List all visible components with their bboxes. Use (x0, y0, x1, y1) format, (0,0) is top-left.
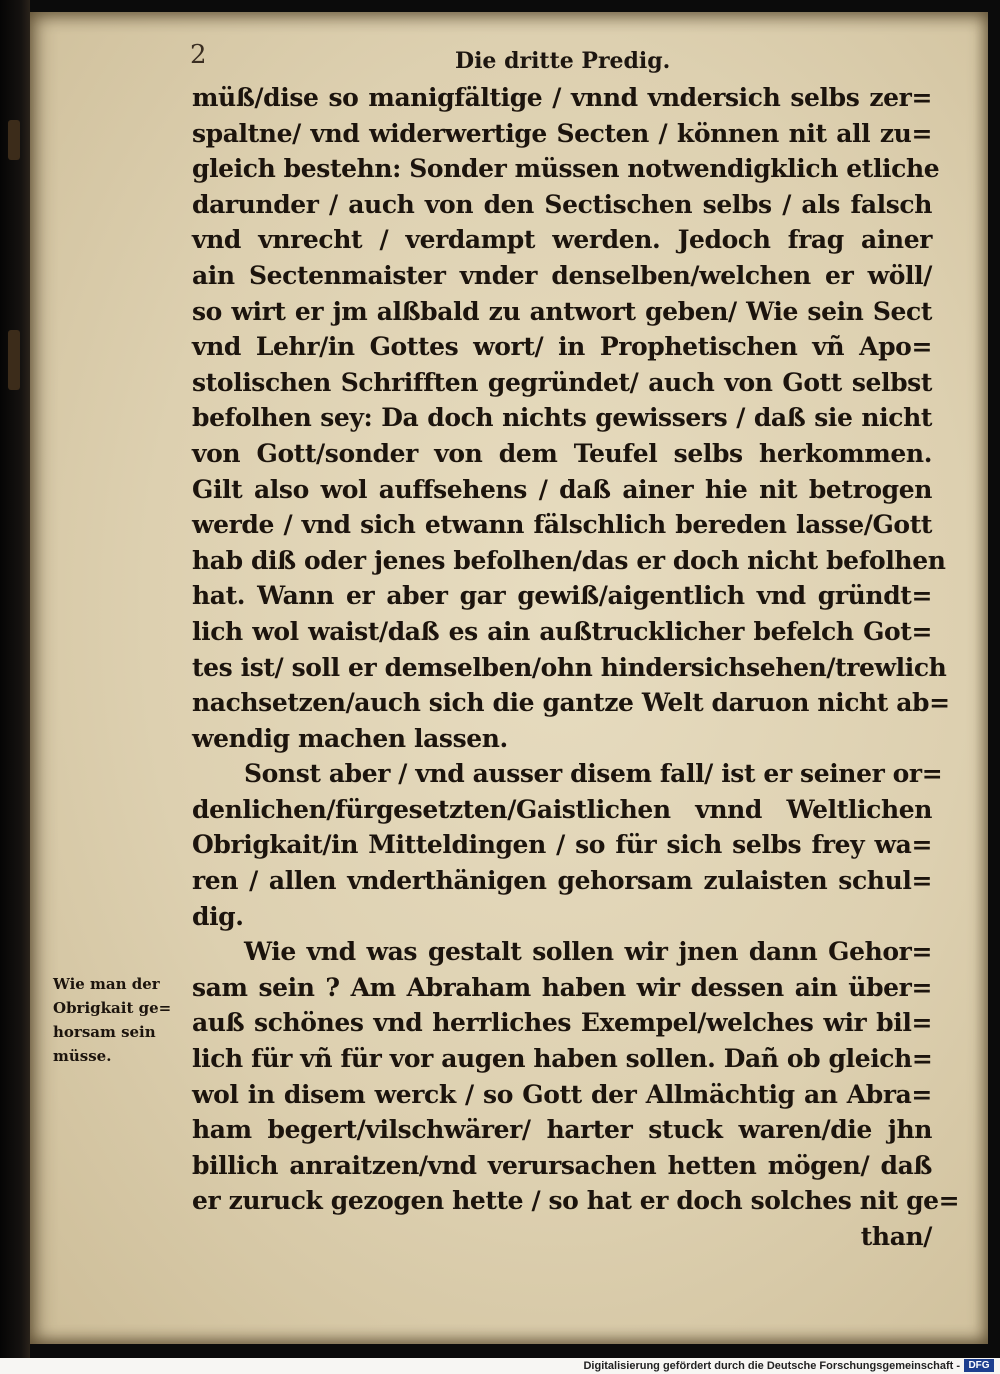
text-line: Obrigkait/in Mitteldingen / so für sich selbs frey wa= (192, 830, 932, 860)
text-line: hat. Wann er aber gar gewiß/aigentlich vnd gründt= (192, 581, 932, 611)
text-line: Gilt also wol auffsehens / daß ainer hie nit betrogen (192, 474, 932, 504)
text-line: darunder / auch von den Sectischen selbs / als falsch (192, 189, 932, 219)
text-line: müß/dise so manigfältige / vnnd vndersich selbs zer= (192, 83, 932, 112)
marginal-note-line: Wie man der (53, 975, 160, 993)
text-line: Wie vnd was gestalt sollen wir jnen dann Gehor= (244, 937, 932, 967)
text-line: wol in disem werck / so Gott der Allmächtig an Abra= (192, 1079, 932, 1109)
text-line: lich wol waist/daß es ain außtrucklicher befelch Got= (192, 616, 932, 646)
text-line: er zuruck gezogen hette / so hat er doch solches nit ge= (192, 1186, 960, 1216)
marginal-note-line: Obrigkait ge= (53, 999, 172, 1017)
marginal-note-line: horsam sein (53, 1023, 156, 1041)
text-line: gleich bestehn: Sonder müssen notwendigklich etliche (192, 154, 940, 184)
text-line: denlichen/fürgesetzten/Gaistlichen vnnd Weltlichen (192, 794, 932, 824)
text-line: tes ist/ soll er demselben/ohn hindersichsehen/trewlich (192, 652, 947, 682)
text-line: dig. (192, 901, 244, 931)
text-line: vnd Lehr/in Gottes wort/ in Prophetischen vñ Apo= (192, 332, 932, 362)
text-line: vnd vnrecht / verdampt werden. Jedoch frag ainer (192, 225, 932, 255)
text-line: sam sein ? Am Abraham haben wir dessen ain über= (192, 972, 932, 1002)
page-mark: 2 (190, 40, 209, 70)
text-line: hab diß oder jenes befolhen/das er doch nicht befolhen (192, 545, 946, 575)
dfg-logo: DFG (964, 1359, 994, 1372)
text-line: billich anraitzen/vnd verursachen hetten mögen/ daß (192, 1150, 932, 1180)
text-line: ren / allen vnderthänigen gehorsam zulaisten schul= (192, 866, 932, 896)
text-line: Sonst aber / vnd ausser disem fall/ ist er seiner or= (244, 759, 943, 789)
text-line: so wirt er jm alßbald zu antwort geben/ Wie sein Sect (192, 296, 932, 326)
text-line: spaltne/ vnd widerwertige Secten / können nit all zu= (192, 118, 932, 148)
body-text (192, 80, 960, 1255)
text-line: werde / vnd sich etwann fälschlich bereden lasse/Gott (192, 510, 932, 540)
marginal-note (53, 972, 193, 1068)
binding-thread (8, 330, 20, 390)
text-line: befolhen sey: Da doch nichts gewissers / daß sie nicht (192, 403, 932, 433)
catchword: than/ (860, 1222, 932, 1251)
text-line: von Gott/sonder von dem Teufel selbs herkommen. (192, 438, 932, 468)
running-head: Die dritte Predig. (455, 48, 671, 74)
text-line: lich für vñ für vor augen haben sollen. Dañ ob gleich= (192, 1044, 933, 1074)
marginal-note-line: müsse. (53, 1047, 112, 1065)
text-line: stolischen Schrifften gegründet/ auch von Gott selbst (192, 367, 932, 397)
text-line: ain Sectenmaister vnder denselben/welchen er wöll/ (192, 260, 932, 290)
book-binding (0, 0, 30, 1358)
funding-credit: Digitalisierung gefördert durch die Deutsche Forschungsgemeinschaft - (583, 1360, 960, 1372)
text-line: ham begert/vilschwärer/ harter stuck waren/die jhn (192, 1115, 932, 1145)
text-line: nachsetzen/auch sich die gantze Welt daruon nicht ab= (192, 688, 950, 718)
text-line: wendig machen lassen. (192, 723, 508, 753)
text-line: auß schönes vnd herrliches Exempel/welches wir bil= (192, 1008, 932, 1038)
binding-thread (8, 120, 20, 160)
